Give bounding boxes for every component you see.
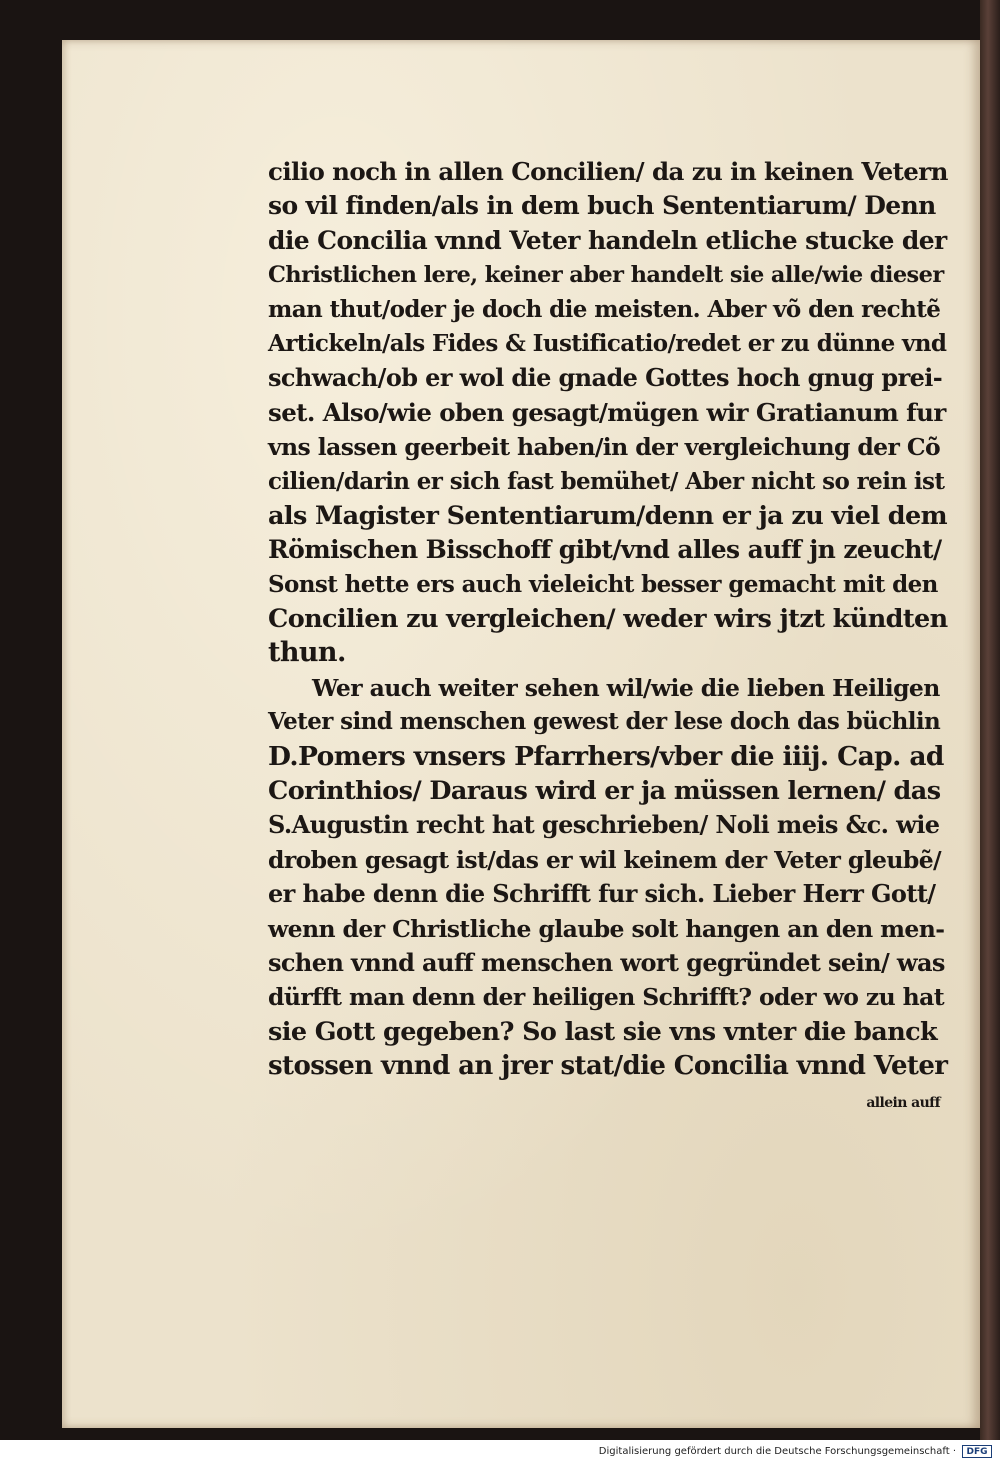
text-line: vns lassen geerbeit haben/in der vergleichung der Cõ	[268, 433, 941, 462]
text-line: dürfft man denn der heiligen Schrifft? oder wo zu hat	[268, 983, 945, 1012]
text-line: Christlichen lere, keiner aber handelt sie alle/wie dieser	[268, 262, 944, 289]
text-line: cilio noch in allen Concilien/ da zu in keinen Vetern	[268, 157, 948, 186]
text-line: droben gesagt ist/das er wil keinem der Veter gleubẽ/	[268, 845, 942, 874]
text-line: schwach/ob er wol die gnade Gottes hoch gnug prei-	[268, 363, 943, 393]
text-line: so vil finden/als in dem buch Sententiarum/ Denn	[268, 191, 936, 221]
catchword: allein auff	[866, 1094, 940, 1111]
text-line: Veter sind menschen gewest der lese doch das büchlin	[268, 708, 941, 736]
text-line: set. Also/wie oben gesagt/mügen wir Gratianum fur	[268, 397, 946, 427]
text-line: Römischen Bisschoff gibt/vnd alles auff jn zeucht/	[268, 535, 942, 565]
footer-bar	[0, 1440, 1000, 1463]
text-block	[268, 155, 948, 1120]
dfg-logo-icon: DFG	[962, 1445, 992, 1458]
text-line: stossen vnnd an jrer stat/die Concilia vnnd Veter	[268, 1051, 948, 1082]
text-line: er habe denn die Schrifft fur sich. Lieber Herr Gott/	[268, 879, 936, 909]
text-line: man thut/oder je doch die meisten. Aber võ den rechtẽ	[268, 295, 941, 323]
text-line: S.Augustin recht hat geschrieben/ Noli meis &c. wie	[268, 810, 940, 840]
text-line: die Concilia vnnd Veter handeln etliche stucke der	[268, 225, 947, 255]
text-line: Corinthios/ Daraus wird er ja müssen lernen/ das	[268, 776, 941, 807]
text-line: schen vnnd auff menschen wort gegründet sein/ was	[268, 947, 945, 977]
text-line: Concilien zu vergleichen/ weder wirs jtzt kündten	[268, 604, 948, 635]
text-line: Sonst hette ers auch vieleicht besser gemacht mit den	[268, 570, 938, 598]
text-line: Wer auch weiter sehen wil/wie die lieben Heiligen	[312, 673, 940, 702]
book-edge	[980, 0, 1000, 1440]
text-line: cilien/darin er sich fast bemühet/ Aber nicht so rein ist	[268, 467, 945, 495]
text-line: sie Gott gegeben? So last sie vns vnter die banck	[268, 1016, 938, 1047]
text-line: als Magister Sententiarum/denn er ja zu viel dem	[268, 500, 947, 531]
text-line: thun.	[268, 637, 346, 669]
text-line: D.Pomers vnsers Pfarrhers/vber die iiij. Cap. ad	[268, 740, 944, 772]
funding-notice: Digitalisierung gefördert durch die Deutsche Forschungsgemeinschaft ·	[598, 1446, 956, 1457]
text-line: wenn der Christliche glaube solt hangen an den men-	[268, 914, 945, 943]
text-line: Artickeln/als Fides & Iustificatio/redet er zu dünne vnd	[268, 329, 947, 357]
